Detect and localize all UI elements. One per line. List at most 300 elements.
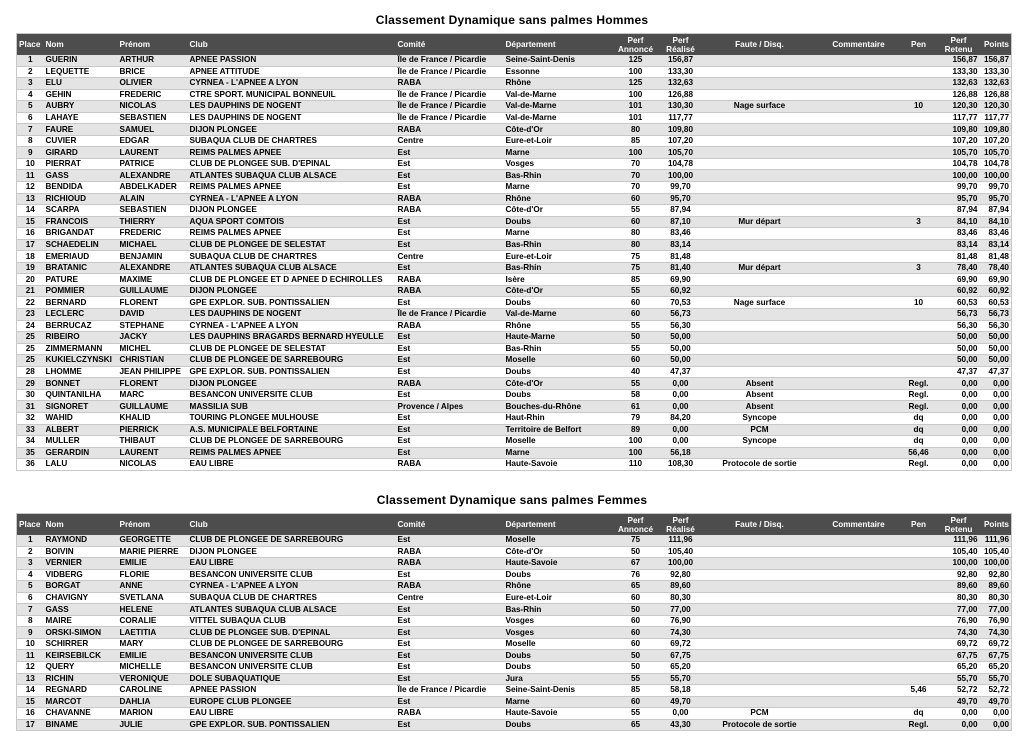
cell-perf-realise: 43,30	[660, 719, 702, 731]
cell-perf-annonce: 100	[612, 436, 660, 448]
table-row	[17, 558, 1012, 570]
col-pen: Pen	[900, 34, 938, 56]
cell-comite: Est	[396, 389, 504, 401]
cell-pen: 10	[900, 101, 938, 113]
cell-place: 12	[17, 182, 44, 194]
cell-faute	[702, 309, 818, 321]
table-row	[17, 239, 1012, 251]
cell-pen	[900, 147, 938, 159]
cell-points: 83,14	[980, 239, 1012, 251]
cell-departement: Bas-Rhin	[504, 239, 612, 251]
cell-faute	[702, 592, 818, 604]
cell-points: 133,30	[980, 66, 1012, 78]
cell-prenom: MARIE PIERRE	[118, 546, 188, 558]
cell-commentaire	[818, 447, 900, 459]
cell-place: 6	[17, 592, 44, 604]
cell-comite: Est	[396, 424, 504, 436]
cell-commentaire	[818, 101, 900, 113]
cell-place: 34	[17, 436, 44, 448]
cell-comite: RABA	[396, 558, 504, 570]
cell-club: CLUB DE PLONGEE SUB. D'EPINAL	[188, 158, 396, 170]
cell-departement: Essonne	[504, 66, 612, 78]
cell-place: 4	[17, 569, 44, 581]
cell-club: DOLE SUBAQUATIQUE	[188, 673, 396, 685]
table-row	[17, 170, 1012, 182]
col-commentaire: Commentaire	[818, 34, 900, 56]
cell-club: REIMS PALMES APNEE	[188, 228, 396, 240]
cell-place: 5	[17, 101, 44, 113]
cell-place: 3	[17, 78, 44, 90]
cell-points: 74,30	[980, 627, 1012, 639]
cell-comite: RABA	[396, 78, 504, 90]
cell-club: DIJON PLONGEE	[188, 205, 396, 217]
cell-departement: Territoire de Belfort	[504, 424, 612, 436]
cell-pen	[900, 650, 938, 662]
cell-faute: PCM	[702, 708, 818, 720]
col-faute: Faute / Disq.	[702, 34, 818, 56]
cell-faute	[702, 355, 818, 367]
table-row	[17, 216, 1012, 228]
cell-perf-retenu: 95,70	[938, 193, 980, 205]
table-row	[17, 569, 1012, 581]
cell-pen	[900, 662, 938, 674]
cell-nom: ORSKI-SIMON	[44, 627, 118, 639]
cell-prenom: EDGAR	[118, 135, 188, 147]
table-row	[17, 638, 1012, 650]
cell-nom: CHAVIGNY	[44, 592, 118, 604]
cell-departement: Haut-Rhin	[504, 412, 612, 424]
cell-place: 25	[17, 355, 44, 367]
cell-faute	[702, 696, 818, 708]
cell-prenom: ALAIN	[118, 193, 188, 205]
cell-faute	[702, 193, 818, 205]
cell-perf-retenu: 56,73	[938, 309, 980, 321]
cell-comite: Est	[396, 650, 504, 662]
cell-perf-realise: 109,80	[660, 124, 702, 136]
cell-nom: CHAVANNE	[44, 708, 118, 720]
cell-perf-annonce: 125	[612, 55, 660, 66]
cell-club: CYRNEA - L'APNEE A LYON	[188, 581, 396, 593]
cell-departement: Marne	[504, 228, 612, 240]
cell-perf-retenu: 81,48	[938, 251, 980, 263]
cell-comite: RABA	[396, 285, 504, 297]
cell-perf-realise: 76,90	[660, 615, 702, 627]
cell-perf-realise: 0,00	[660, 424, 702, 436]
cell-departement: Rhône	[504, 320, 612, 332]
cell-prenom: MAXIME	[118, 274, 188, 286]
cell-club: EAU LIBRE	[188, 558, 396, 570]
col-club: Club	[188, 34, 396, 56]
cell-commentaire	[818, 112, 900, 124]
cell-perf-retenu: 104,78	[938, 158, 980, 170]
cell-perf-retenu: 100,00	[938, 170, 980, 182]
cell-comite: Est	[396, 297, 504, 309]
cell-perf-realise: 105,70	[660, 147, 702, 159]
cell-place: 28	[17, 366, 44, 378]
cell-commentaire	[818, 309, 900, 321]
cell-commentaire	[818, 719, 900, 731]
cell-pen: dq	[900, 708, 938, 720]
cell-perf-annonce: 60	[612, 309, 660, 321]
cell-perf-retenu: 50,00	[938, 332, 980, 344]
cell-perf-retenu: 105,40	[938, 546, 980, 558]
cell-faute	[702, 650, 818, 662]
cell-departement: Val-de-Marne	[504, 112, 612, 124]
cell-prenom: GUILLAUME	[118, 285, 188, 297]
cell-club: MASSILIA SUB	[188, 401, 396, 413]
cell-club: APNEE PASSION	[188, 685, 396, 697]
cell-perf-retenu: 0,00	[938, 447, 980, 459]
cell-club: APNEE ATTITUDE	[188, 66, 396, 78]
cell-place: 13	[17, 193, 44, 205]
table-row	[17, 320, 1012, 332]
table-row	[17, 627, 1012, 639]
col-nom: Nom	[44, 34, 118, 56]
cell-perf-annonce: 65	[612, 581, 660, 593]
cell-perf-annonce: 70	[612, 170, 660, 182]
cell-club: BESANCON UNIVERSITE CLUB	[188, 650, 396, 662]
cell-perf-realise: 50,00	[660, 355, 702, 367]
cell-commentaire	[818, 378, 900, 390]
cell-comite: RABA	[396, 378, 504, 390]
col-perf-retenu	[938, 514, 980, 536]
cell-pen	[900, 332, 938, 344]
cell-nom: LECLERC	[44, 309, 118, 321]
col-comite: Comité	[396, 34, 504, 56]
cell-commentaire	[818, 147, 900, 159]
cell-perf-annonce: 75	[612, 535, 660, 546]
cell-place: 32	[17, 412, 44, 424]
cell-perf-annonce: 55	[612, 320, 660, 332]
cell-nom: MULLER	[44, 436, 118, 448]
cell-club: DIJON PLONGEE	[188, 285, 396, 297]
col-departement: Département	[504, 514, 612, 536]
cell-perf-realise: 87,10	[660, 216, 702, 228]
cell-points: 156,87	[980, 55, 1012, 66]
cell-comite: Provence / Alpes	[396, 401, 504, 413]
cell-club: ATLANTES SUBAQUA CLUB ALSACE	[188, 170, 396, 182]
cell-pen	[900, 366, 938, 378]
table-row	[17, 112, 1012, 124]
cell-perf-realise: 104,78	[660, 158, 702, 170]
col-perf-retenu-line1: Perf	[950, 515, 967, 525]
cell-pen	[900, 66, 938, 78]
cell-comite: Est	[396, 615, 504, 627]
cell-comite: Est	[396, 627, 504, 639]
table-row	[17, 297, 1012, 309]
cell-pen	[900, 615, 938, 627]
cell-points: 109,80	[980, 124, 1012, 136]
cell-place: 5	[17, 581, 44, 593]
cell-prenom: FLORENT	[118, 378, 188, 390]
col-perf-annonce	[612, 34, 660, 56]
cell-perf-annonce: 80	[612, 124, 660, 136]
cell-place: 10	[17, 638, 44, 650]
cell-departement: Rhône	[504, 193, 612, 205]
cell-points: 81,48	[980, 251, 1012, 263]
cell-commentaire	[818, 297, 900, 309]
men-ranking-body	[17, 55, 1012, 470]
cell-perf-retenu: 92,80	[938, 569, 980, 581]
cell-departement: Côte-d'Or	[504, 378, 612, 390]
cell-faute	[702, 320, 818, 332]
table-row	[17, 447, 1012, 459]
cell-points: 107,20	[980, 135, 1012, 147]
cell-nom: GASS	[44, 170, 118, 182]
cell-nom: EMERIAUD	[44, 251, 118, 263]
table-row	[17, 424, 1012, 436]
col-perf-retenu-line2: Retenu	[944, 524, 973, 534]
cell-club: SUBAQUA CLUB DE CHARTRES	[188, 592, 396, 604]
col-perf-realise-line1: Perf	[672, 35, 689, 45]
cell-points: 50,00	[980, 355, 1012, 367]
cell-place: 7	[17, 124, 44, 136]
col-perf-retenu	[938, 34, 980, 56]
cell-departement: Seine-Saint-Denis	[504, 685, 612, 697]
table-row	[17, 673, 1012, 685]
cell-comite: Île de France / Picardie	[396, 112, 504, 124]
cell-comite: Est	[396, 719, 504, 731]
cell-perf-realise: 108,30	[660, 459, 702, 471]
cell-departement: Côte-d'Or	[504, 285, 612, 297]
cell-club: LES DAUPHINS DE NOGENT	[188, 309, 396, 321]
cell-faute	[702, 274, 818, 286]
cell-perf-realise: 156,87	[660, 55, 702, 66]
cell-prenom: SEBASTIEN	[118, 205, 188, 217]
cell-club: GPE EXPLOR. SUB. PONTISSALIEN	[188, 297, 396, 309]
cell-comite: Est	[396, 696, 504, 708]
cell-perf-retenu: 56,30	[938, 320, 980, 332]
cell-commentaire	[818, 205, 900, 217]
cell-faute	[702, 662, 818, 674]
cell-perf-retenu: 65,20	[938, 662, 980, 674]
cell-pen	[900, 604, 938, 616]
cell-perf-annonce: 55	[612, 378, 660, 390]
cell-place: 22	[17, 297, 44, 309]
cell-departement: Bas-Rhin	[504, 343, 612, 355]
cell-perf-realise: 107,20	[660, 135, 702, 147]
cell-perf-annonce: 55	[612, 708, 660, 720]
cell-place: 36	[17, 459, 44, 471]
cell-perf-retenu: 50,00	[938, 355, 980, 367]
cell-prenom: FLORENT	[118, 297, 188, 309]
cell-prenom: ANNE	[118, 581, 188, 593]
cell-club: SUBAQUA CLUB DE CHARTRES	[188, 135, 396, 147]
cell-place: 12	[17, 662, 44, 674]
cell-prenom: MARY	[118, 638, 188, 650]
cell-points: 117,77	[980, 112, 1012, 124]
cell-commentaire	[818, 366, 900, 378]
cell-departement: Bas-Rhin	[504, 170, 612, 182]
cell-place: 6	[17, 112, 44, 124]
cell-perf-realise: 100,00	[660, 558, 702, 570]
cell-prenom: MICHAEL	[118, 239, 188, 251]
cell-faute	[702, 78, 818, 90]
cell-place: 4	[17, 89, 44, 101]
table-row	[17, 650, 1012, 662]
cell-perf-annonce: 110	[612, 459, 660, 471]
cell-nom: AUBRY	[44, 101, 118, 113]
cell-perf-annonce: 85	[612, 274, 660, 286]
table-row	[17, 592, 1012, 604]
cell-place: 23	[17, 309, 44, 321]
women-ranking-body	[17, 535, 1012, 731]
cell-points: 76,90	[980, 615, 1012, 627]
cell-perf-retenu: 69,72	[938, 638, 980, 650]
cell-prenom: ARTHUR	[118, 55, 188, 66]
cell-departement: Marne	[504, 696, 612, 708]
cell-perf-annonce: 55	[612, 673, 660, 685]
col-commentaire: Commentaire	[818, 514, 900, 536]
cell-pen: Regl.	[900, 389, 938, 401]
cell-commentaire	[818, 412, 900, 424]
cell-commentaire	[818, 389, 900, 401]
cell-faute	[702, 228, 818, 240]
cell-commentaire	[818, 158, 900, 170]
cell-points: 92,80	[980, 569, 1012, 581]
cell-comite: Est	[396, 332, 504, 344]
cell-club: LES DAUPHINS BRAGARDS BERNARD HYEULLE	[188, 332, 396, 344]
cell-points: 78,40	[980, 262, 1012, 274]
cell-departement: Bas-Rhin	[504, 262, 612, 274]
cell-perf-annonce: 76	[612, 569, 660, 581]
cell-pen: 56,46	[900, 447, 938, 459]
cell-points: 89,60	[980, 581, 1012, 593]
cell-pen	[900, 546, 938, 558]
cell-faute	[702, 66, 818, 78]
table-row	[17, 604, 1012, 616]
cell-commentaire	[818, 650, 900, 662]
cell-prenom: JACKY	[118, 332, 188, 344]
cell-nom: GEHIN	[44, 89, 118, 101]
cell-pen	[900, 535, 938, 546]
cell-pen	[900, 158, 938, 170]
cell-comite: Est	[396, 216, 504, 228]
col-comite: Comité	[396, 514, 504, 536]
cell-place: 14	[17, 205, 44, 217]
cell-departement: Bas-Rhin	[504, 604, 612, 616]
cell-comite: Île de France / Picardie	[396, 66, 504, 78]
cell-nom: GERARDIN	[44, 447, 118, 459]
cell-comite: RABA	[396, 124, 504, 136]
cell-faute	[702, 170, 818, 182]
table-row	[17, 135, 1012, 147]
cell-commentaire	[818, 436, 900, 448]
cell-faute	[702, 55, 818, 66]
cell-prenom: MICHEL	[118, 343, 188, 355]
cell-pen	[900, 638, 938, 650]
cell-faute	[702, 546, 818, 558]
cell-place: 21	[17, 285, 44, 297]
cell-place: 16	[17, 228, 44, 240]
cell-commentaire	[818, 604, 900, 616]
cell-perf-annonce: 70	[612, 158, 660, 170]
cell-comite: Est	[396, 366, 504, 378]
cell-comite: Centre	[396, 135, 504, 147]
cell-pen	[900, 343, 938, 355]
cell-perf-annonce: 80	[612, 228, 660, 240]
cell-perf-realise: 60,92	[660, 285, 702, 297]
cell-perf-realise: 117,77	[660, 112, 702, 124]
cell-prenom: OLIVIER	[118, 78, 188, 90]
cell-departement: Vosges	[504, 158, 612, 170]
cell-nom: BENDIDA	[44, 182, 118, 194]
cell-prenom: EMILIE	[118, 650, 188, 662]
cell-club: APNEE PASSION	[188, 55, 396, 66]
cell-commentaire	[818, 216, 900, 228]
cell-perf-annonce: 60	[612, 592, 660, 604]
cell-pen	[900, 239, 938, 251]
cell-points: 0,00	[980, 459, 1012, 471]
cell-nom: RIBEIRO	[44, 332, 118, 344]
cell-perf-retenu: 60,53	[938, 297, 980, 309]
cell-comite: Est	[396, 343, 504, 355]
cell-prenom: DAVID	[118, 309, 188, 321]
cell-club: CLUB DE PLONGEE DE SARREBOURG	[188, 638, 396, 650]
cell-departement: Val-de-Marne	[504, 89, 612, 101]
cell-perf-realise: 50,00	[660, 332, 702, 344]
cell-place: 11	[17, 170, 44, 182]
cell-comite: Île de France / Picardie	[396, 101, 504, 113]
cell-commentaire	[818, 193, 900, 205]
table-row	[17, 182, 1012, 194]
women-ranking-title: Classement Dynamique sans palmes Femmes	[376, 493, 648, 507]
col-perf-annonce-line1: Perf	[627, 515, 644, 525]
cell-perf-annonce: 61	[612, 401, 660, 413]
cell-place: 17	[17, 239, 44, 251]
table-row	[17, 366, 1012, 378]
table-row	[17, 389, 1012, 401]
cell-faute: Mur départ	[702, 216, 818, 228]
cell-perf-retenu: 49,70	[938, 696, 980, 708]
cell-commentaire	[818, 708, 900, 720]
cell-prenom: STEPHANE	[118, 320, 188, 332]
cell-club: CLUB DE PLONGEE ET D APNEE D ECHIROLLES	[188, 274, 396, 286]
cell-points: 84,10	[980, 216, 1012, 228]
cell-departement: Doubs	[504, 662, 612, 674]
cell-perf-realise: 132,63	[660, 78, 702, 90]
cell-commentaire	[818, 78, 900, 90]
cell-perf-realise: 105,40	[660, 546, 702, 558]
cell-place: 2	[17, 66, 44, 78]
cell-perf-realise: 95,70	[660, 193, 702, 205]
cell-commentaire	[818, 274, 900, 286]
cell-perf-realise: 56,18	[660, 447, 702, 459]
cell-club: LES DAUPHINS DE NOGENT	[188, 112, 396, 124]
cell-commentaire	[818, 343, 900, 355]
cell-club: A.S. MUNICIPALE BELFORTAINE	[188, 424, 396, 436]
cell-points: 50,00	[980, 343, 1012, 355]
cell-points: 60,92	[980, 285, 1012, 297]
cell-place: 17	[17, 719, 44, 731]
cell-perf-retenu: 83,46	[938, 228, 980, 240]
cell-perf-realise: 0,00	[660, 436, 702, 448]
cell-faute: Mur départ	[702, 262, 818, 274]
cell-perf-retenu: 0,00	[938, 412, 980, 424]
table-row	[17, 124, 1012, 136]
col-faute: Faute / Disq.	[702, 514, 818, 536]
cell-perf-retenu: 83,14	[938, 239, 980, 251]
cell-perf-annonce: 67	[612, 558, 660, 570]
cell-place: 25	[17, 343, 44, 355]
cell-departement: Marne	[504, 182, 612, 194]
cell-comite: RABA	[396, 459, 504, 471]
cell-prenom: VERONIQUE	[118, 673, 188, 685]
table-row	[17, 101, 1012, 113]
cell-place: 24	[17, 320, 44, 332]
cell-perf-retenu: 99,70	[938, 182, 980, 194]
cell-nom: FRANCOIS	[44, 216, 118, 228]
